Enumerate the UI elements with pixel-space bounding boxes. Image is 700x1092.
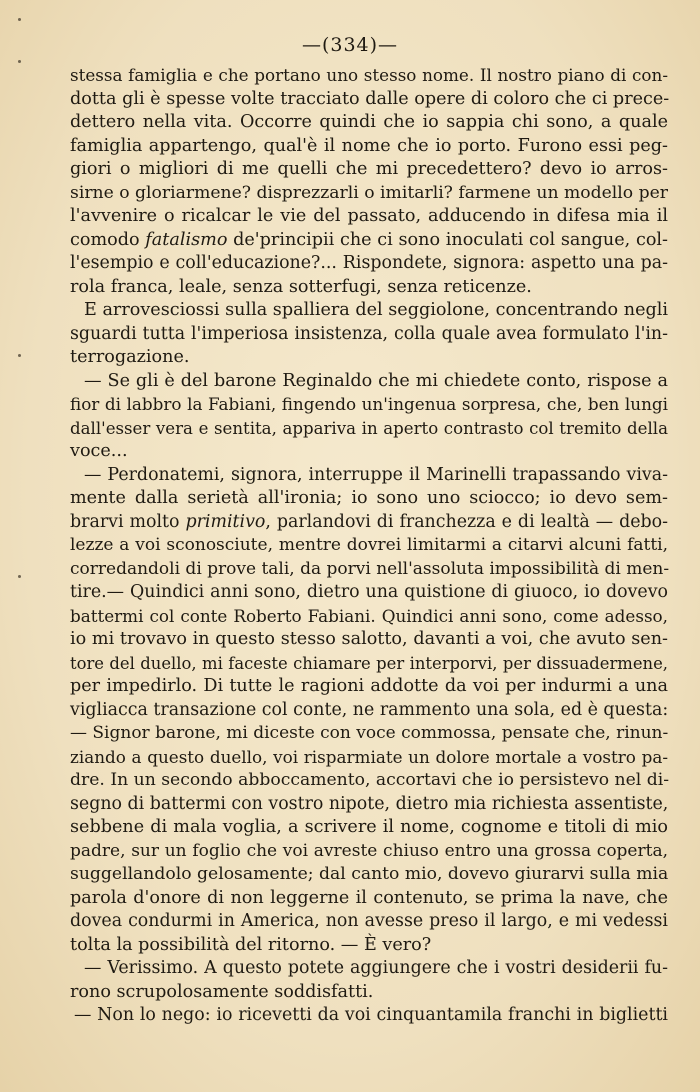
text-line: lezze a voi sconosciute, mentre dovrei limitarmi a citarvi alcuni fatti, [70, 535, 668, 555]
text-line: sirne o gloriarmene? disprezzarli o imitarli? farmene un modello per [70, 182, 668, 203]
text-line: corredandoli di prove tali, da porvi nell'assoluta impossibilità di men- [70, 558, 670, 579]
text-line: vigliacca transazione col conte, ne rammento una sola, ed è questa: [70, 699, 669, 720]
text-line: — Verissimo. A questo potete aggiungere che i vostri desiderii fu- [84, 958, 668, 978]
text-line: tire.— Quindici anni sono, dietro una quistione di giuoco, io dovevo [70, 582, 668, 602]
text-line: parola d'onore di non leggerne il contenuto, se prima la nave, che [70, 887, 668, 908]
text-line: brarvi molto primitivo, parlandovi di franchezza e di lealtà — debo- [70, 511, 668, 532]
text-line: stessa famiglia e che portano uno stesso nome. Il nostro piano di con- [70, 65, 668, 85]
text-line: dettero nella vita. Occorre quindi che io sappia chi sono, a quale [70, 112, 668, 132]
text-line: E arrovesciossi sulla spalliera del seggiolone, concentrando negli [84, 300, 668, 320]
text-line: comodo fatalismo de'principii che ci sono inoculati col sangue, col- [70, 229, 668, 250]
text-line: padre, sur un foglio che voi avreste chiuso entro una grossa coperta, [70, 840, 668, 861]
page-edge-specks [18, 0, 28, 1092]
text-line: — Perdonatemi, signora, interruppe il Marinelli trapassando viva- [84, 464, 668, 485]
text-line: l'esempio e coll'educazione?... Rispondete, signora: aspetto una pa- [70, 253, 668, 273]
text-line: — Signor barone, mi diceste con voce commossa, pensate che, rinun- [70, 723, 669, 743]
text-line: fior di labbro la Fabiani, fingendo un'ingenua sorpresa, che, ben lungi [70, 394, 668, 414]
text-line: famiglia appartengo, qual'è il nome che io porto. Furono essi peg- [70, 135, 668, 156]
text-line: dre. In un secondo abboccamento, accortavi che io persistevo nel di- [70, 770, 670, 790]
text-line: sguardi tutta l'imperiosa insistenza, colla quale avea formulato l'in- [70, 323, 668, 344]
text-line: mente dalla serietà all'ironia; io sono uno sciocco; io devo sem- [70, 488, 668, 508]
text-line: giori o migliori di me quelli che mi precedettero? devo io arros- [70, 159, 668, 179]
body-text [70, 64, 668, 1028]
emphasized-word: fatalismo [145, 229, 228, 250]
text-line: terrogazione. [70, 347, 190, 367]
text-line: battermi col conte Roberto Fabiani. Quindici anni sono, come adesso, [70, 605, 668, 626]
text-line: dovea condurmi in America, non avesse preso il largo, e mi vedessi [70, 911, 668, 931]
text-line: ziando a questo duello, voi risparmiate un dolore mortale a vostro pa- [70, 746, 668, 767]
text-line: l'avvenire o ricalcar le vie del passato, adducendo in difesa mia il [70, 206, 668, 226]
text-line: sebbene di mala voglia, a scrivere il nome, cognome e titoli di mio [70, 817, 668, 837]
text-line: — Non lo nego: io ricevetti da voi cinquantamila franchi in biglietti [74, 1005, 668, 1025]
text-line: voce... [70, 441, 128, 461]
text-line: suggellandolo gelosamente; dal canto mio, dovevo giurarvi sulla mia [70, 864, 669, 884]
emphasized-word: primitivo [185, 511, 266, 532]
text-line: rola franca, leale, senza sotterfugi, senza reticenze. [70, 276, 532, 297]
text-line: — Se gli è del barone Reginaldo che mi chiedete conto, rispose a [84, 370, 668, 391]
text-line: io mi trovavo in questo stesso salotto, davanti a voi, che avuto sen- [70, 629, 668, 649]
text-line: rono scrupolosamente soddisfatti. [70, 981, 374, 1002]
text-line: tolta la possibilità del ritorno. — È vero? [70, 934, 432, 955]
text-line: segno di battermi con vostro nipote, dietro mia richiesta assentiste, [70, 793, 669, 814]
text-line: tore del duello, mi faceste chiamare per interporvi, per dissuadermene, [70, 653, 668, 673]
text-line: dall'esser vera e sentita, appariva in aperto contrasto col tremito della [70, 418, 668, 438]
text-line: dotta gli è spesse volte tracciato dalle opere di coloro che ci prece- [70, 88, 670, 109]
page-number: —(334)— [301, 34, 399, 56]
text-line: per impedirlo. Di tutte le ragioni addotte da voi per indurmi a una [70, 676, 668, 696]
